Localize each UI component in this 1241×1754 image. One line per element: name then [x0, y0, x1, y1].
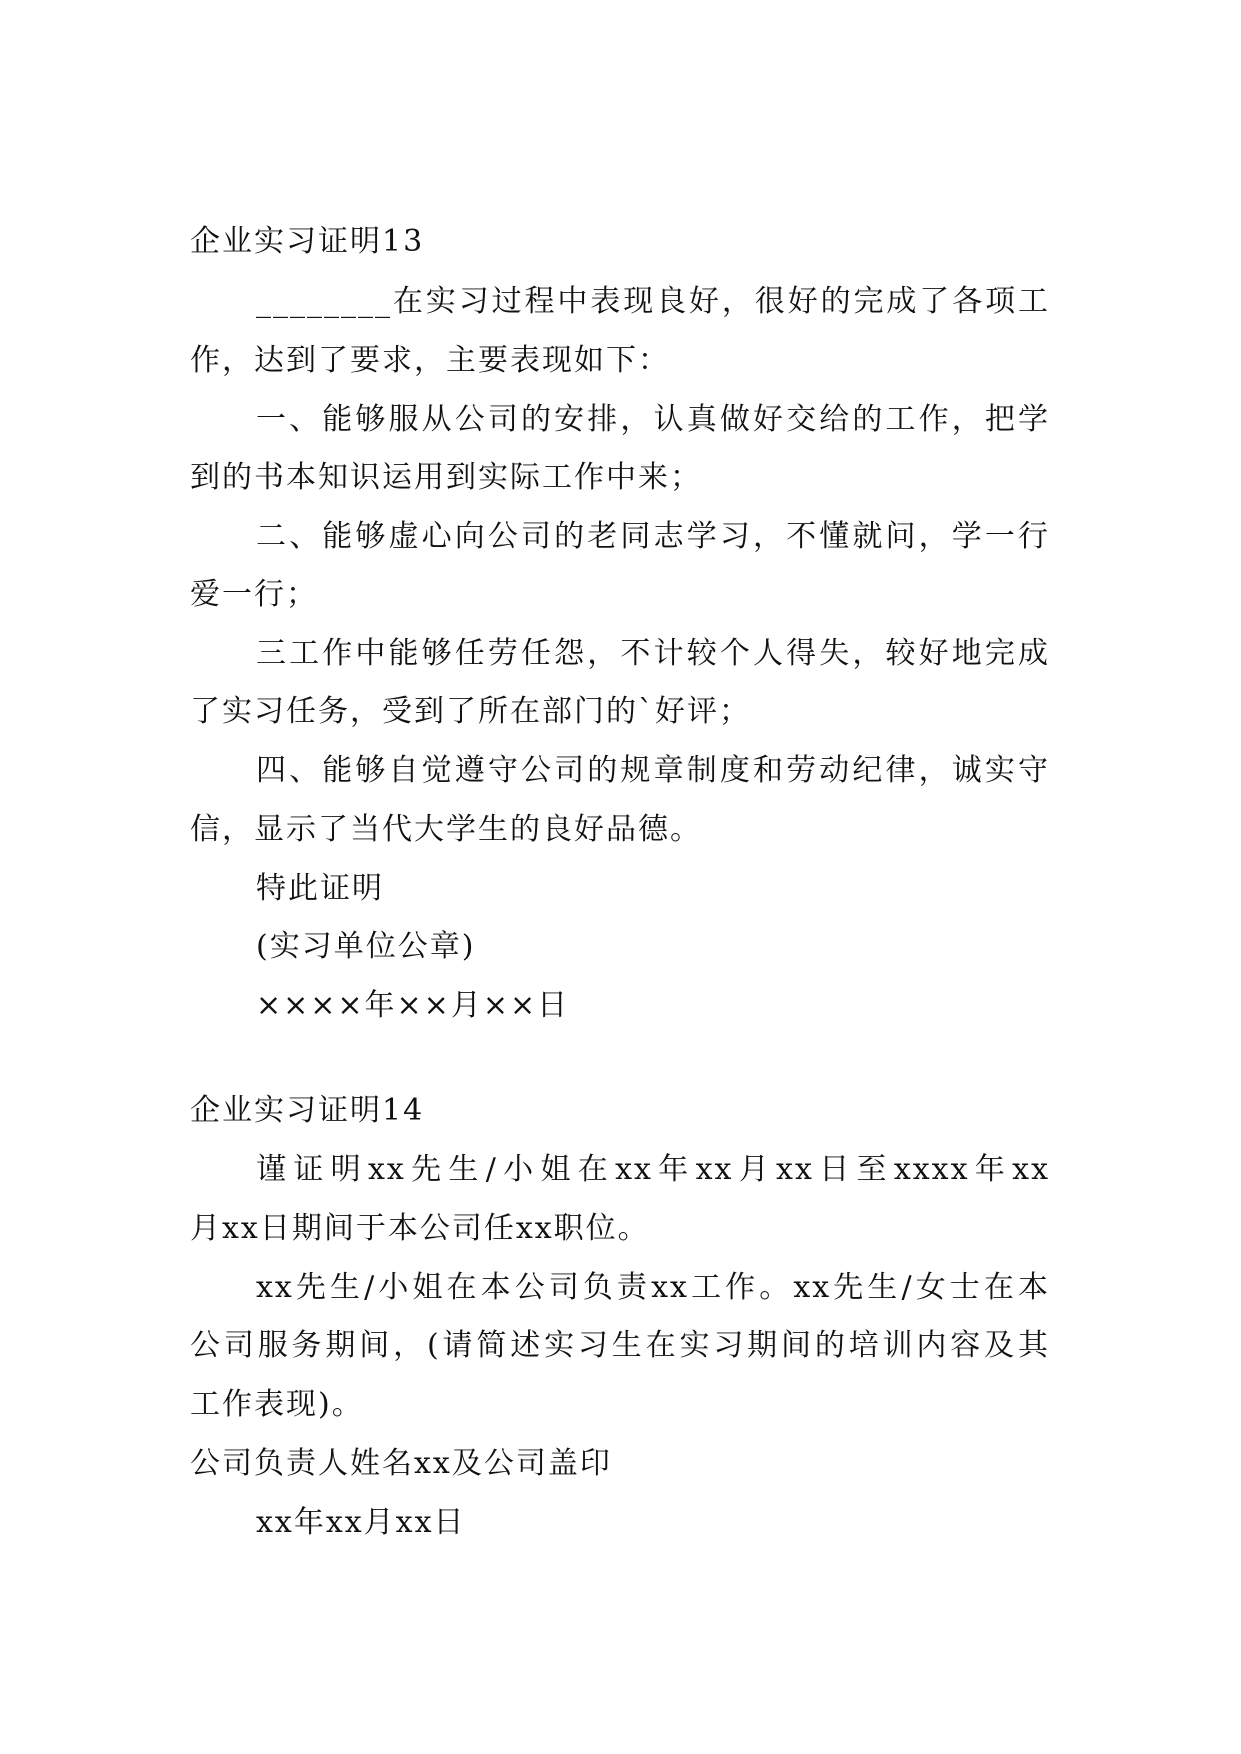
section-title: 企业实习证明14 [190, 1093, 425, 1128]
item-3-line-1: 三工作中能够任劳任怨，不计较个人得失，较好地完成 [256, 636, 1050, 671]
item-2-line-1: 二、能够虚心向公司的老同志学习，不懂就问，学一行 [256, 519, 1050, 554]
item-1-line-2: 到的书本知识运用到实际工作中来； [190, 460, 702, 495]
para-2-line-1: xx先生/小姐在本公司负责xx工作。xx先生/女士在本 [256, 1270, 1050, 1305]
signature-text: 公司负责人姓名xx及公司盖印 [190, 1446, 612, 1481]
seal-text: (实习单位公章) [256, 929, 476, 964]
item-4-line-2: 信，显示了当代大学生的良好品德。 [190, 812, 702, 847]
intro-line-2: 作，达到了要求，主要表现如下： [190, 343, 670, 378]
item-2-line-2: 爱一行； [190, 577, 318, 612]
item-1-line-1: 一、能够服从公司的安排，认真做好交给的工作，把学 [256, 402, 1050, 437]
para-2-line-3: 工作表现)。 [190, 1387, 364, 1422]
para-1-line-1: 谨证明xx先生/小姐在xx年xx月xx日至xxxx年xx [256, 1152, 1050, 1187]
date-text: ××××年××月××日 [256, 988, 570, 1023]
closing-text: 特此证明 [256, 871, 384, 906]
para-1-line-2: 月xx日期间于本公司任xx职位。 [190, 1211, 650, 1246]
para-2-line-2: 公司服务期间，(请简述实习生在实习期间的培训内容及其 [190, 1328, 1050, 1363]
intro-line-1: ________在实习过程中表现良好，很好的完成了各项工 [256, 284, 1050, 319]
item-3-line-2: 了实习任务，受到了所在部门的`好评； [190, 694, 751, 729]
date-text: xx年xx月xx日 [256, 1505, 466, 1540]
item-4-line-1: 四、能够自觉遵守公司的规章制度和劳动纪律，诚实守 [256, 753, 1050, 788]
section-title: 企业实习证明13 [190, 224, 425, 259]
